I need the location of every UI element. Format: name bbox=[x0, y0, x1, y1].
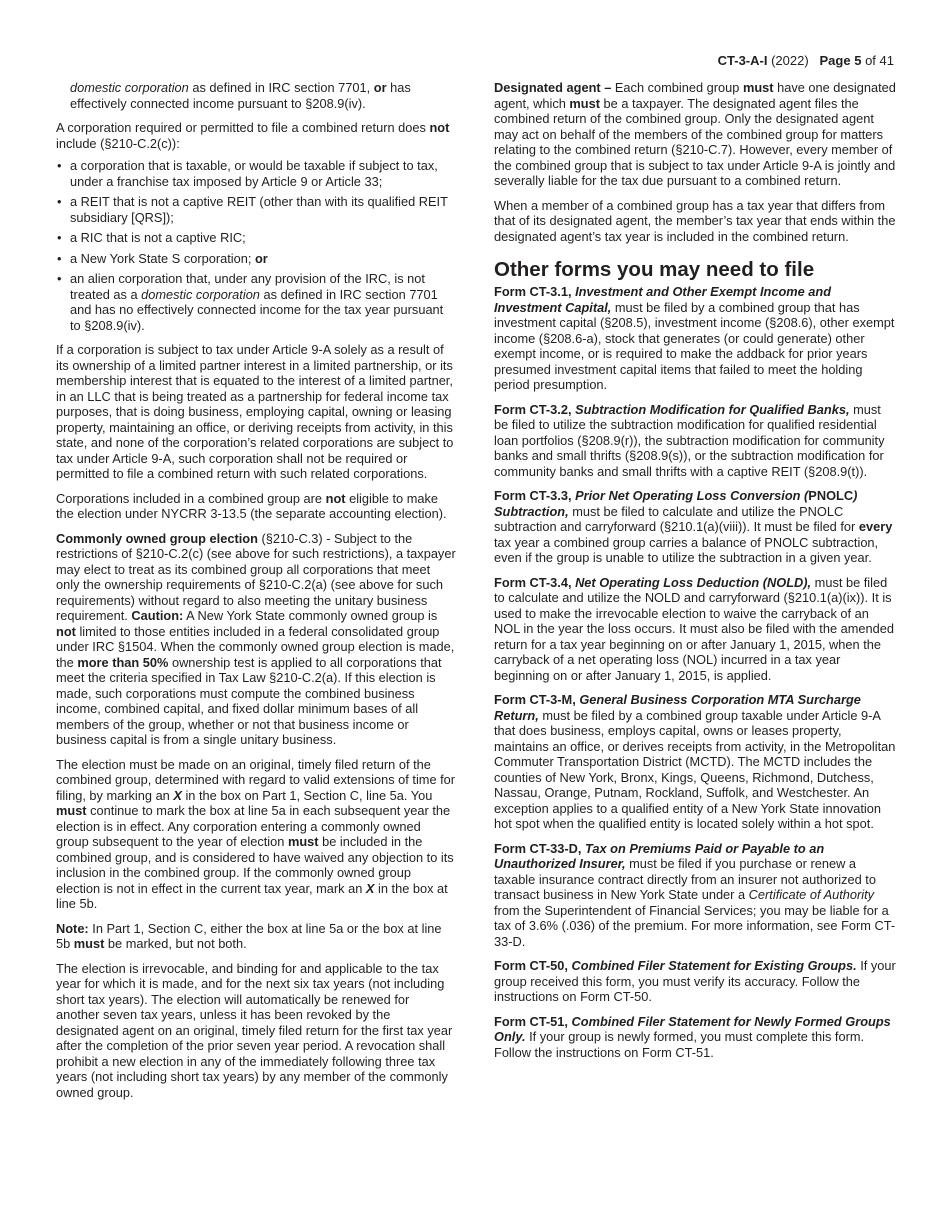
exclusions-intro: A corporation required or permitted to file a combined return does not include (§210-C.2(c)): bbox=[56, 120, 450, 151]
form-ct-3-m-paragraph: Form CT-3-M, General Business Corporation MTA Surcharge Return, must be filed by a combined group taxable under Article 9-A that does business, employs capital, owns or leases property, maintains an office, or derives receipts from activity, in the Metropolitan Commuter Transportation District (MCTD). The MCTD includes the counties of New York, Bronx, Kings, Queens, Richmond, Dutchess, Nassau, Orange, Putnam, Rockland, Suffolk, and Westchester. An exception applies to a qualified entity of a New York State innovation hot spot when the qualified entity is located solely within a hot spot. bbox=[494, 692, 896, 831]
tax-year-paragraph: When a member of a combined group has a tax year that differs from that of its designated agent, the member’s tax year that ends within the designated agent’s tax year is included in the combined return. bbox=[494, 197, 896, 244]
form-ct-3-2-paragraph: Form CT-3.2, Subtraction Modification for Qualified Banks, must be filed to utilize the subtraction modification for qualified residential loan portfolios (§208.9(r)), the subtraction modification for community banks and small thrifts (§208.9(s)), or the subtraction modification for community banks and small thrifts with a captive REIT (§208.9(t)). bbox=[494, 401, 885, 479]
note-paragraph: Note: In Part 1, Section C, either the box at line 5a or the box at line 5b must be marked, but not both. bbox=[56, 920, 442, 951]
bullet-icon: • bbox=[57, 271, 62, 286]
exclusions-list bbox=[56, 158, 456, 333]
page-label: Page bbox=[819, 53, 851, 68]
bullet-icon: • bbox=[57, 194, 62, 209]
list-item: • a New York State S corporation; or bbox=[57, 250, 268, 266]
section-heading: Other forms you may need to file bbox=[494, 258, 815, 281]
commonly-owned-election-paragraph: Commonly owned group election (§210-C.3) - Subject to the restrictions of §210-C.2(c) (see above for such restrictions), a taxpayer may elect to treat as its combined group all corporations that meet only the ownership requirements of §210-C.2(a) (see above for such requirements) without regard to also meeting the unitary business requirement. Caution: A New York State commonly owned group is not limited to those entities included in a federal consolidated group under IRC §1504. When the commonly owned group election is made, the more than 50% ownership test is applied to all corporations that meet the criteria specified in Tax Law §210-C.2(a). If this election is made, such corporations must compute the combined business income, combined capital, and fixed dollar minimum bases of all members of the group, whether or not that business income or business capital is from a single unitary business. bbox=[56, 530, 456, 747]
continued-paragraph: domestic corporation as defined in IRC section 7701, or has effectively connected income pursuant to §208.9(iv). bbox=[70, 80, 411, 111]
left-column bbox=[56, 80, 456, 1109]
page-number: 5 bbox=[854, 53, 862, 68]
form-ct-51-paragraph: Form CT-51, Combined Filer Statement for Newly Formed Groups Only. If your group is newly formed, you must complete this form. Follow the instructions on Form CT-51. bbox=[494, 1013, 891, 1060]
form-ct-33-d-paragraph: Form CT-33-D, Tax on Premiums Paid or Payable to an Unauthorized Insurer, must be filed if you purchase or renew a taxable insurance contract directly from an insurer not authorized to transact business in New York State under a Certificate of Authority from the Superintendent of Financial Services; you may be liable for a tax of 3.6% (.036) of the premium. For more information, see Form CT-33-D. bbox=[494, 840, 896, 949]
separate-accounting-paragraph: Corporations included in a combined group are not eligible to make the election under NYCRR 3-13.5 (the separate accounting election). bbox=[56, 490, 447, 521]
list-item: • a RIC that is not a captive RIC; bbox=[57, 230, 246, 245]
form-ct-3-4-paragraph: Form CT-3.4, Net Operating Loss Deduction (NOLD), must be filed to calculate and utilize the NOLD and carryforward (§210.1(a)(ix)). It is used to make the irrevocable election to waive the carryback of an NOL in the year the loss occurs. It must also be filed with the amended return for a tax year beginning on or after January 1, 2015, when the carryback of a net operating loss (NOL) incurred in a tax year beginning on or after January 1, 2015, is applied. bbox=[494, 574, 894, 683]
list-item: • a REIT that is not a captive REIT (other than with its qualified REIT subsidiary [QRS]); bbox=[57, 194, 448, 225]
form-year: (2022) bbox=[771, 53, 809, 68]
irrevocable-election-paragraph: The election is irrevocable, and binding for and applicable to the tax year for which it is made, and for the next six tax years (not including short tax years). The election will automatically be renewed for another seven tax years, unless it has been revoked by the designated agent on an original, timely filed return for the first tax year after the completion of the prior seven year period. A revocation shall prohibit a new election in any of the immediately following three tax years (not including short tax years) by any member of the commonly owned group. bbox=[56, 960, 453, 1100]
form-ct-3-1-paragraph: Form CT-3.1, Investment and Other Exempt Income and Investment Capital, must be filed by a combined group that has investment capital (§208.5), investment income (§208.6), other exempt income (§208.6-a), stock that generates (or could generate) other exempt income, or is required to make the addback for prior years presumed investment capital items that failed to meet the holding period presumption. bbox=[494, 284, 895, 392]
page-header bbox=[718, 53, 894, 69]
list-item: • a corporation that is taxable, or would be taxable if subject to tax, under a franchise tax imposed by Article 9 or Article 33; bbox=[57, 158, 438, 189]
right-column bbox=[494, 80, 896, 1069]
bullet-icon: • bbox=[57, 250, 62, 266]
form-ct-50-paragraph: Form CT-50, Combined Filer Statement for Existing Groups. If your group received this form, you must verify its accuracy. Follow the instructions on Form CT-50. bbox=[494, 958, 896, 1004]
bullet-icon: • bbox=[57, 230, 62, 245]
bullet-icon: • bbox=[57, 158, 62, 173]
page-total: of 41 bbox=[865, 53, 894, 68]
election-filing-paragraph: The election must be made on an original, timely filed return of the combined group, determined with regard to valid extensions of time for filing, by marking an X in the box on Part 1, Section C, line 5a. You must continue to mark the box at line 5a in each subsequent year the election is in effect. Any corporation entering a commonly owned group subsequent to the year of election must be included in the combined group, and is considered to have waived any objection to its inclusion in the combined group. If the commonly owned group election is not in effect in the current tax year, mark an X in the box at line 5b. bbox=[56, 756, 456, 911]
list-item: • an alien corporation that, under any provision of the IRC, is not treated as a domestic corporation as defined in IRC section 7701 and has no effectively connected income for the tax year pursuant to §208.9(iv). bbox=[57, 271, 444, 333]
form-ct-3-3-paragraph: Form CT-3.3, Prior Net Operating Loss Conversion (PNOLC) Subtraction, must be filed to calculate and utilize the PNOLC subtraction and carryforward (§210.1(a)(viii)). It must be filed for every tax year a combined group carries a balance of PNOLC subtraction, even if the group is unable to utilize the subtraction in a given year. bbox=[494, 488, 893, 565]
limited-partner-paragraph: If a corporation is subject to tax under Article 9-A solely as a result of its ownership of a limited partner interest in a limited partnership, or its membership interest that is equated to the interest of a limited partner, in an LLC that is being treated as a partnership for federal income tax purposes, that is doing business, employing capital, owning or leasing property, maintaining an office, or deriving receipts from activity, in this state, and none of the corporation’s related corporations are subject to tax under Article 9-A, such corporation shall not be required or permitted to file a combined return with such related corporations. bbox=[56, 342, 454, 481]
form-id: CT-3-A-I bbox=[717, 53, 768, 68]
designated-agent-paragraph: Designated agent – Each combined group must have one designated agent, which must be a taxpayer. The designated agent files the combined return of the combined group. Only the designated agent may act on behalf of the members of the combined group for matters relating to the combined return (§210-C.7). However, every member of the combined group that is subject to tax under Article 9-A is jointly and severally liable for the tax due pursuant to a combined return. bbox=[494, 80, 896, 188]
